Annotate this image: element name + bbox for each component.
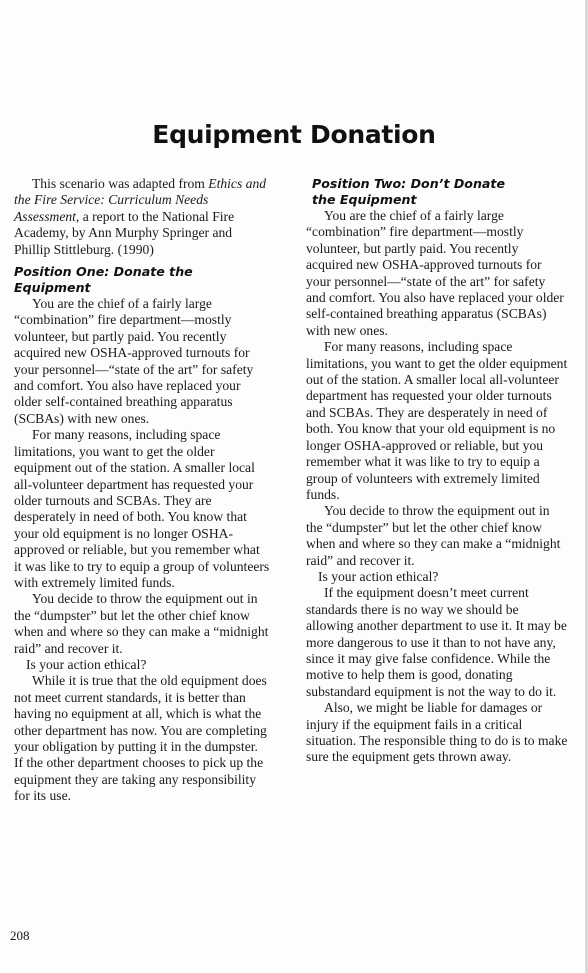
page-title: Equipment Donation — [152, 120, 436, 149]
intro-text-pre: This scenario was adapted from — [32, 176, 209, 191]
position-two-heading-line1: Position Two: Don’t Donate — [312, 176, 505, 191]
position-one-paragraph: For many reasons, including space limitations, you want to get the older equipment out of the station. A smaller local all-volunteer department has requested your older turnouts and SCBAs. They are desperately in need of both. You know that your old equipment is no longer OSHA-approved or reliable, but you remember what it was like to try to equip a group of volunteers with extremely limited funds. — [14, 427, 270, 590]
position-two-paragraph: You decide to throw the equipment out in the “dumpster” but let the other chief know when and where so they can make a “midnight raid” and recover it. — [306, 503, 561, 568]
left-column — [14, 176, 270, 805]
position-two-question: Is your action ethical? — [318, 568, 439, 584]
position-two-paragraph: Also, we might be liable for damages or injury if the equipment fails in a critical situation. The responsible thing to do is to make sure the equipment gets thrown away. — [306, 700, 568, 765]
position-two-heading-line2: the Equipment — [312, 192, 417, 207]
position-two-heading — [306, 176, 568, 208]
position-one-paragraph: You decide to throw the equipment out in the “dumpster” but let the other chief know when and where so they can make a “midnight raid” and recover it. — [14, 591, 269, 656]
position-one-question: Is your action ethical? — [26, 656, 147, 672]
intro-text-post: a report to the National Fire Academy, by Ann Murphy Springer and Phillip Stittleburg. (1990) — [14, 208, 235, 257]
page-number: 208 — [10, 928, 30, 943]
position-one-paragraph: While it is true that the old equipment does not meet current standards, it is better than having no equipment at all, which is what the other department has now. You are completing your obligation by putting it in the dumpster. If the other department chooses to pick up the equipment they are taking any responsibility for its use. — [14, 673, 267, 804]
position-two-paragraph: For many reasons, including space limitations, you want to get the older equipment out of the station. A smaller local all-volunteer department has requested your older turnouts and SCBAs. They are desperately in need of both. You know that your old equipment is no longer OSHA-approved or reliable, but you remember what it was like to try to equip a group of volunteers with extremely limited funds. — [306, 339, 568, 502]
intro-paragraph — [14, 176, 270, 258]
position-one-heading: Position One: Donate the Equipment — [14, 264, 193, 296]
intro-source-title: Ethics and the Fire Service: Curriculum Needs Assessment, — [14, 176, 267, 224]
position-two-paragraph: If the equipment doesn’t meet current standards there is no way we should be allowing another department to use it. It may be more dangerous to use it than to not have any, since it may give false confidence. While the motive to help them is good, donating substandard equipment is not the way to do it. — [306, 585, 567, 699]
position-two-paragraph: You are the chief of a fairly large “combination” fire department—mostly volunteer, but partly paid. You recently acquired new OSHA-approved turnouts for your personnel—“state of the art” for safety and comfort. You also have replaced your older self-contained breathing apparatus (SCBAs) with new ones. — [306, 208, 564, 338]
position-one-paragraph: You are the chief of a fairly large “combination” fire department—mostly volunteer, but partly paid. You recently acquired new OSHA-approved turnouts for your personnel—“state of the art” for safety and comfort. You also have replaced your older self-contained breathing apparatus (SCBAs) with new ones. — [14, 296, 254, 426]
right-column — [306, 176, 568, 766]
